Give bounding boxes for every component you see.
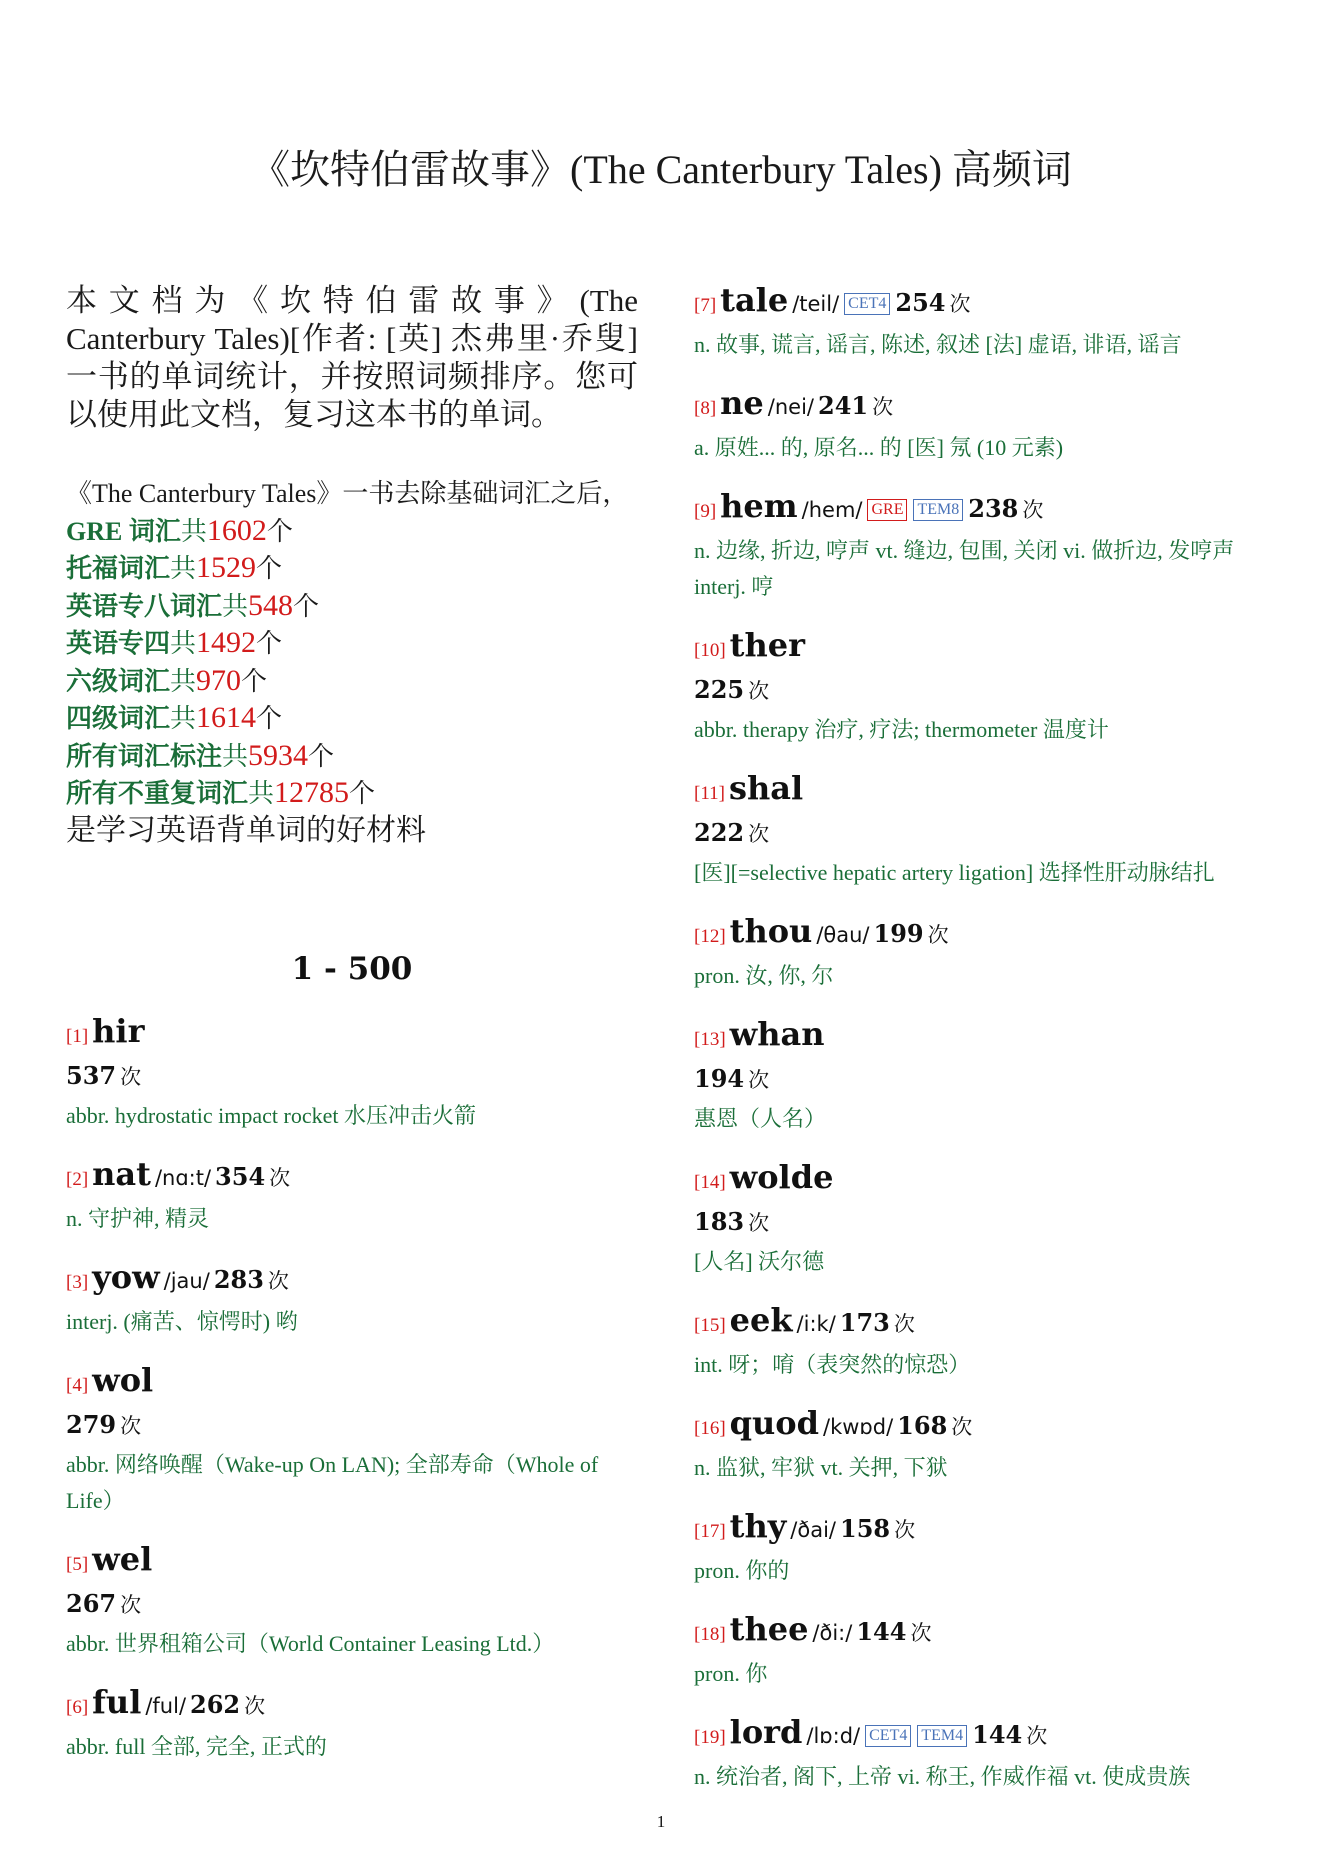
stat-unit: 个 [241, 666, 268, 696]
stat-line [66, 625, 638, 663]
entry-head [694, 383, 1274, 430]
word-entry [694, 1014, 1274, 1137]
frequency-count: 144 [856, 1617, 907, 1646]
headword: thy [729, 1507, 787, 1545]
stat-value: 1492 [196, 626, 257, 659]
frequency-count: 238 [968, 494, 1019, 523]
level-tag: GRE [867, 499, 907, 521]
entry-head [66, 1360, 638, 1407]
headword: ne [720, 384, 764, 422]
headword: tale [720, 281, 789, 319]
stat-value: 970 [196, 663, 242, 697]
frequency-count: 144 [972, 1720, 1023, 1749]
count-suffix: 次 [269, 1166, 291, 1190]
right-column [694, 280, 1274, 1815]
entry-head [694, 1609, 1274, 1656]
stat-value: 12785 [274, 776, 350, 809]
frequency-count: 354 [215, 1162, 266, 1191]
stat-label: 六级词汇 [66, 666, 171, 696]
stat-value: 548 [248, 588, 294, 622]
entry-index: [9] [694, 501, 717, 522]
entry-head [66, 1539, 638, 1586]
definition: pron. 汝, 你, 尔 [694, 963, 834, 988]
word-entry [694, 1403, 1274, 1486]
frequency-count: 194 [694, 1064, 745, 1093]
word-entry [694, 1157, 1274, 1280]
phonetic: /nɑ:t/ [154, 1166, 212, 1190]
word-entry [694, 1609, 1274, 1692]
definition: abbr. full 全部, 完全, 正式的 [66, 1734, 327, 1759]
page-title: 《坎特伯雷故事》(The Canterbury Tales) 高频词 [250, 147, 1072, 192]
stat-label: 托福词汇 [66, 554, 171, 583]
count-suffix: 次 [748, 1068, 770, 1092]
word-entry [66, 1682, 638, 1765]
count-line [66, 1058, 638, 1098]
definition: int. 呀；唷（表突然的惊恐） [694, 1352, 971, 1377]
word-entry [694, 1712, 1274, 1795]
stat-connector: 共 [222, 591, 249, 621]
frequency-count: 183 [694, 1207, 745, 1236]
count-suffix: 次 [927, 923, 949, 947]
stat-label: 所有不重复词汇 [66, 779, 249, 808]
stat-unit: 个 [349, 779, 376, 808]
count-line [694, 815, 1274, 855]
definition: interj. (痛苦、惊愕时) 哟 [66, 1309, 298, 1334]
entry-index: [14] [694, 1172, 726, 1193]
frequency-count: 222 [694, 818, 745, 847]
headword: whan [729, 1015, 825, 1053]
headword: hem [720, 487, 798, 525]
entry-head [694, 1506, 1274, 1553]
stat-line [66, 700, 638, 738]
word-entry [694, 1506, 1274, 1589]
count-suffix: 次 [894, 1518, 916, 1542]
entry-index: [1] [66, 1026, 89, 1047]
frequency-count: 168 [897, 1411, 948, 1440]
count-suffix: 次 [120, 1065, 142, 1089]
entry-index: [11] [694, 783, 725, 804]
word-entry [694, 383, 1274, 466]
count-line [694, 672, 1274, 712]
phonetic: /i:k/ [796, 1312, 836, 1336]
phonetic: /jau/ [163, 1269, 210, 1293]
entry-head [66, 1011, 638, 1058]
frequency-count: 173 [839, 1308, 890, 1337]
word-entry [66, 1360, 638, 1519]
entry-index: [4] [66, 1375, 89, 1396]
stat-connector: 共 [170, 554, 197, 583]
definition: n. 故事, 谎言, 谣言, 陈述, 叙述 [法] 虚语, 诽语, 谣言 [694, 332, 1182, 357]
count-suffix: 次 [244, 1694, 266, 1718]
stat-connector: 共 [248, 779, 275, 808]
stat-connector: 共 [222, 741, 249, 771]
headword: ful [92, 1683, 142, 1721]
definition: 惠恩（人名） [694, 1106, 827, 1131]
count-line [66, 1407, 638, 1447]
frequency-count: 283 [213, 1265, 264, 1294]
frequency-count: 267 [66, 1589, 117, 1618]
headword: wel [92, 1540, 153, 1578]
entry-index: [2] [66, 1169, 89, 1190]
headword: wolde [729, 1158, 834, 1196]
entry-index: [5] [66, 1554, 89, 1575]
entry-index: [19] [694, 1727, 726, 1748]
stat-line [66, 663, 638, 701]
word-entry [66, 1257, 638, 1340]
stats-block [66, 476, 638, 849]
definition: [医][=selective hepatic artery ligation] 选择性肝动脉结扎 [694, 860, 1215, 885]
definition: n. 统治者, 阁下, 上帝 vi. 称王, 作威作福 vt. 使成贵族 [694, 1764, 1191, 1789]
stat-unit: 个 [266, 516, 293, 546]
entry-index: [17] [694, 1521, 726, 1542]
count-suffix: 次 [120, 1593, 142, 1617]
count-suffix: 次 [872, 395, 894, 419]
entry-index: [15] [694, 1315, 726, 1336]
headword: thee [729, 1610, 809, 1648]
entry-head [66, 1154, 638, 1201]
phonetic: /teil/ [792, 292, 840, 316]
headword: quod [729, 1404, 820, 1442]
headword: shal [728, 769, 804, 807]
stats-lead: 《The Canterbury Tales》一书去除基础词汇之后， [66, 479, 629, 508]
page-number: 1 [656, 1812, 666, 1831]
entry-index: [13] [694, 1029, 726, 1050]
stat-label: 所有词汇标注 [66, 741, 223, 771]
count-suffix: 次 [1022, 498, 1044, 522]
entry-head [694, 1014, 1274, 1061]
word-entry [66, 1154, 638, 1237]
count-suffix: 次 [748, 822, 770, 846]
count-suffix: 次 [748, 679, 770, 703]
frequency-count: 158 [840, 1514, 891, 1543]
right-entry-list [694, 280, 1274, 1795]
stat-label: GRE 词汇 [66, 516, 181, 546]
stat-line [66, 513, 638, 551]
entry-index: [8] [694, 398, 717, 419]
definition: pron. 你 [694, 1661, 768, 1686]
count-suffix: 次 [949, 292, 971, 316]
left-column [66, 282, 638, 1785]
phonetic: /θau/ [816, 923, 870, 947]
definition: n. 边缘, 折边, 哼声 vt. 缝边, 包围, 关闭 vi. 做折边, 发哼声 interj. 哼 [694, 538, 1235, 599]
word-entry [66, 1539, 638, 1662]
stat-label: 英语专四 [66, 629, 171, 658]
count-line [66, 1586, 638, 1626]
headword: yow [92, 1258, 160, 1296]
word-entry [694, 1300, 1274, 1383]
level-tag: CET4 [865, 1725, 911, 1747]
headword: ther [729, 626, 805, 664]
entry-index: [18] [694, 1624, 726, 1645]
phonetic: /lɒ:d/ [806, 1724, 861, 1748]
entry-index: [10] [694, 640, 726, 661]
stat-label: 四级词汇 [66, 704, 171, 733]
frequency-count: 262 [190, 1690, 241, 1719]
headword: nat [92, 1155, 151, 1193]
stat-label: 英语专八词汇 [66, 591, 223, 621]
word-entry [694, 625, 1274, 748]
entry-head [694, 911, 1274, 958]
stat-value: 1529 [196, 551, 257, 584]
definition: [人名] 沃尔德 [694, 1249, 825, 1274]
headword: eek [729, 1301, 793, 1339]
count-suffix: 次 [748, 1211, 770, 1235]
stat-value: 1602 [206, 513, 267, 547]
level-tag: CET4 [844, 293, 890, 315]
entry-index: [3] [66, 1272, 89, 1293]
entry-head [694, 1300, 1274, 1347]
stats-closing: 是学习英语背单词的好材料 [66, 813, 426, 847]
stat-unit: 个 [256, 704, 283, 733]
stat-unit: 个 [256, 629, 283, 658]
headword: wol [92, 1361, 154, 1399]
count-suffix: 次 [893, 1312, 915, 1336]
intro-paragraph: 本文档为《坎特伯雷故事》(The Canterbury Tales)[作者: [英] 杰弗里·乔叟] 一书的单词统计，并按照词频排序。您可以使用此文档，复习这本书的单词。 [66, 283, 638, 432]
stat-unit: 个 [256, 554, 283, 583]
frequency-count: 537 [66, 1061, 117, 1090]
definition: n. 监狱, 牢狱 vt. 关押, 下狱 [694, 1455, 948, 1480]
word-entry [694, 768, 1274, 891]
stat-unit: 个 [308, 741, 335, 771]
entry-head [694, 1157, 1274, 1204]
entry-head [66, 1682, 638, 1729]
frequency-count: 254 [895, 288, 946, 317]
frequency-count: 279 [66, 1410, 117, 1439]
definition: pron. 你的 [694, 1558, 790, 1583]
stat-connector: 共 [170, 704, 197, 733]
stat-connector: 共 [170, 666, 197, 696]
count-suffix: 次 [910, 1621, 932, 1645]
count-suffix: 次 [1026, 1724, 1048, 1748]
frequency-count: 199 [873, 919, 924, 948]
frequency-count: 241 [818, 391, 869, 420]
stat-connector: 共 [180, 516, 207, 546]
word-entry [694, 911, 1274, 994]
entry-index: [16] [694, 1418, 726, 1439]
phonetic: /hem/ [801, 498, 863, 522]
left-entry-list [66, 1011, 638, 1765]
stat-line [66, 775, 638, 813]
word-entry [694, 486, 1274, 605]
headword: hir [92, 1012, 145, 1050]
definition: abbr. 世界租箱公司（World Container Leasing Ltd.） [66, 1631, 555, 1656]
count-suffix: 次 [267, 1269, 289, 1293]
stat-line [66, 738, 638, 776]
phonetic: /nei/ [767, 395, 814, 419]
range-heading: 1 - 500 [291, 951, 413, 987]
count-suffix: 次 [951, 1415, 973, 1439]
stat-value: 5934 [248, 738, 309, 772]
level-tag: TEM4 [917, 1725, 967, 1747]
phonetic: /ful/ [145, 1694, 187, 1718]
count-line [694, 1204, 1274, 1244]
count-line [694, 1061, 1274, 1101]
entry-head [694, 486, 1274, 533]
entry-head [694, 625, 1274, 672]
definition: a. 原姓... 的, 原名... 的 [医] 氖 (10 元素) [694, 435, 1064, 460]
entry-index: [6] [66, 1697, 89, 1718]
entry-head [694, 1712, 1274, 1759]
entry-head [694, 1403, 1274, 1450]
stat-unit: 个 [293, 591, 320, 621]
entry-index: [12] [694, 926, 726, 947]
level-tag: TEM8 [913, 499, 963, 521]
entry-head [66, 1257, 638, 1304]
phonetic: /ði:/ [812, 1621, 853, 1645]
phonetic: /kwɒd/ [823, 1415, 894, 1439]
stat-value: 1614 [196, 701, 257, 734]
definition: n. 守护神, 精灵 [66, 1206, 210, 1231]
entry-index: [7] [694, 295, 717, 316]
definition: abbr. hydrostatic impact rocket 水压冲击火箭 [66, 1103, 476, 1128]
stat-connector: 共 [170, 629, 197, 658]
headword: thou [729, 912, 813, 950]
stat-line [66, 588, 638, 626]
word-entry [66, 1011, 638, 1134]
definition: abbr. therapy 治疗, 疗法; thermometer 温度计 [694, 717, 1109, 742]
word-entry [694, 280, 1274, 363]
phonetic: /ðai/ [790, 1518, 836, 1542]
stat-line [66, 550, 638, 588]
definition: abbr. 网络唤醒（Wake-up On LAN); 全部寿命（Whole of Life） [66, 1452, 599, 1513]
frequency-count: 225 [694, 675, 745, 704]
entry-head [694, 280, 1274, 327]
count-suffix: 次 [120, 1414, 142, 1438]
headword: lord [729, 1713, 803, 1751]
entry-head [694, 768, 1274, 815]
